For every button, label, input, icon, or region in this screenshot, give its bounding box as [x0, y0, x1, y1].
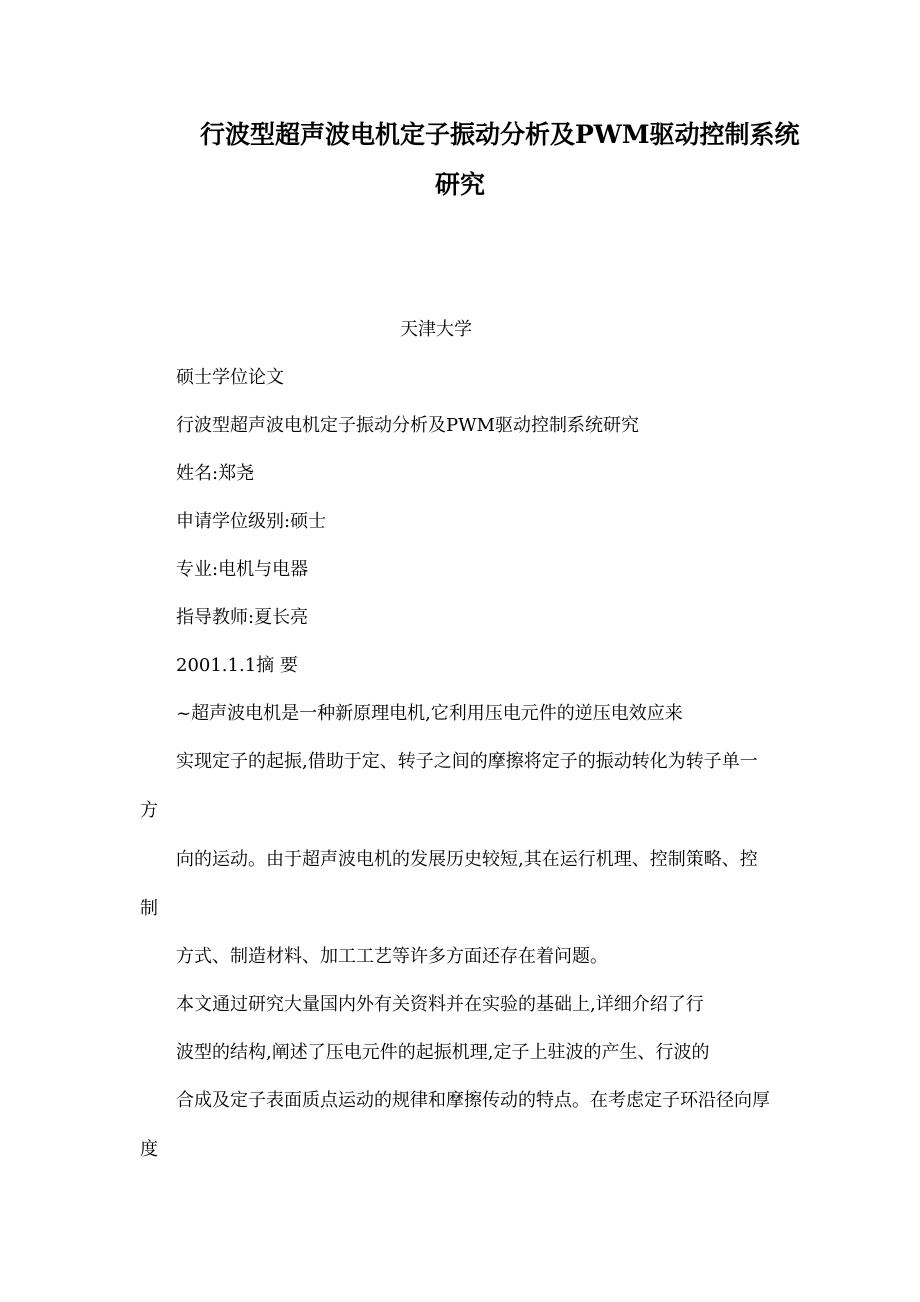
university-name: 天津大学: [400, 319, 472, 340]
document-title-line-1: 行波型超声波电机定子振动分析及PWM驱动控制系统: [200, 120, 800, 149]
author-name: 姓名:郑尧: [176, 463, 255, 484]
abstract-line: 方: [140, 800, 158, 821]
degree-type: 硕士学位论文: [176, 367, 284, 388]
thesis-title: 行波型超声波电机定子振动分析及PWM驱动控制系统研究: [176, 415, 640, 436]
document-title-line-2: 研究: [434, 170, 485, 199]
abstract-line: 向的运动。由于超声波电机的发展历史较短,其在运行机理、控制策略、控: [176, 849, 758, 870]
abstract-line: 制: [140, 898, 158, 919]
abstract-line: 波型的结构,阐述了压电元件的起振机理,定子上驻波的产生、行波的: [176, 1042, 710, 1063]
date-abstract-heading: 2001.1.1摘 要: [176, 655, 298, 676]
abstract-line: 度: [140, 1139, 158, 1160]
abstract-line: 方式、制造材料、加工工艺等许多方面还存在着问题。: [176, 946, 608, 967]
major: 专业:电机与电器: [176, 559, 309, 580]
degree-level: 申请学位级别:硕士: [176, 511, 327, 532]
abstract-line: 合成及定子表面质点运动的规律和摩擦传动的特点。在考虑定子环沿径向厚: [176, 1090, 770, 1111]
abstract-line: ~超声波电机是一种新原理电机,它利用压电元件的逆压电效应来: [176, 703, 683, 724]
abstract-line: 实现定子的起振,借助于定、转子之间的摩擦将定子的振动转化为转子单一: [176, 751, 758, 772]
advisor: 指导教师:夏长亮: [176, 607, 309, 628]
abstract-line: 本文通过研究大量国内外有关资料并在实验的基础上,详细介绍了行: [176, 994, 704, 1015]
